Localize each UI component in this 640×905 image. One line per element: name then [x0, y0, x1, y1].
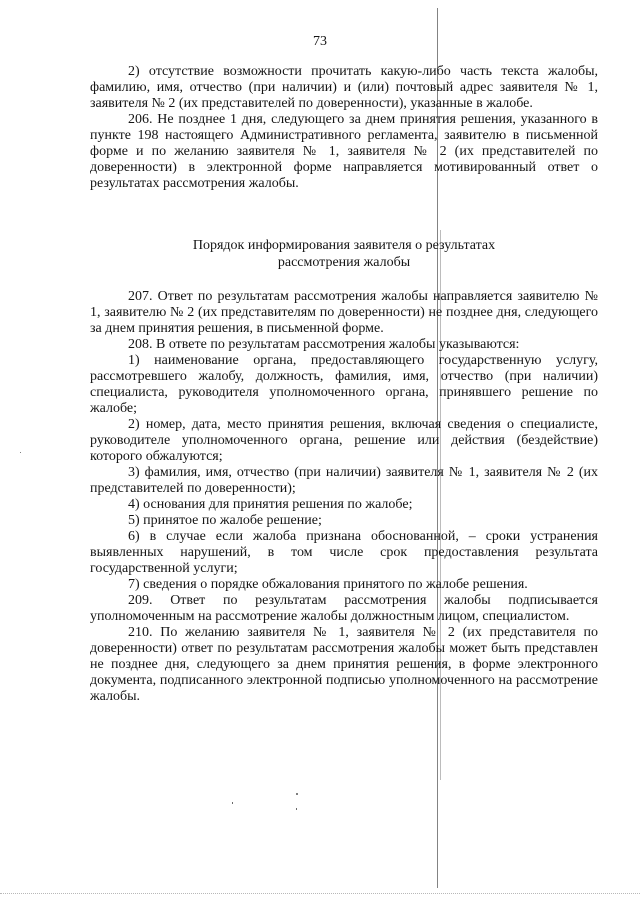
text-block-top	[90, 64, 598, 192]
scan-speck	[296, 793, 298, 795]
list-item-3: 3) фамилия, имя, отчество (при наличии) заявителя № 1, заявителя № 2 (их представителей по доверенности);	[90, 465, 598, 496]
paragraph-206: 206. Не позднее 1 дня, следующего за днем принятия решения, указанного в пункте 198 настоящего Административного регламента, заявителю в письменной форме и по желанию заявителя № 1, заявителя № 2 (их представителей по доверенности) в электронной форме направляется мотивированный ответ о результатах рассмотрения жалобы.	[90, 112, 598, 191]
scan-speck	[296, 808, 297, 810]
section-heading	[90, 237, 598, 271]
text-block-bottom	[90, 289, 598, 705]
paragraph-210: 210. По желанию заявителя № 1, заявителя № 2 (их представителя по доверенности) ответ по результатам рассмотрения жалобы может быть представлен не позднее дня, следующего за днем принятия решения, в форме электронного документа, подписанного электронной подписью уполномоченного на рассмотрение жалобы.	[90, 625, 598, 704]
list-item-4: 4) основания для принятия решения по жалобе;	[128, 497, 413, 512]
list-item-1: 1) наименование органа, предоставляющего государственную услугу, рассмотревшего жалобу, должность, фамилия, имя, отчество (при наличии) специалиста, руководителя уполномоченного органа, принявшего решение по жалобе;	[90, 353, 598, 416]
list-item-5: 5) принятое по жалобе решение;	[128, 513, 322, 528]
paragraph-208: 208. В ответе по результатам рассмотрения жалобы указываются:	[128, 337, 520, 352]
scan-speck	[20, 452, 21, 453]
paragraph-207: 207. Ответ по результатам рассмотрения жалобы направляется заявителю № 1, заявителю № 2 (их представителям по доверенности) не позднее дня, следующего за днем принятия решения, в письменной форме.	[90, 289, 598, 336]
list-item-7: 7) сведения о порядке обжалования принятого по жалобе решения.	[128, 577, 528, 592]
paragraph-item-2: 2) отсутствие возможности прочитать какую-либо часть текста жалобы, фамилию, имя, отчество (при наличии) и (или) почтовый адрес заявителя № 1, заявителя № 2 (их представителей по доверенности), указанные в жалобе.	[90, 64, 598, 111]
scan-bottom-edge	[0, 893, 640, 895]
list-item-2: 2) номер, дата, место принятия решения, включая сведения о специалисте, руководителе уполномоченного органа, решение или действия (бездействие) которого обжалуются;	[90, 417, 598, 464]
page-number: 73	[313, 34, 327, 49]
scan-speck	[232, 802, 233, 804]
paragraph-209: 209. Ответ по результатам рассмотрения жалобы подписывается уполномоченным на рассмотрение жалобы должностным лицом, специалистом.	[90, 593, 598, 624]
section-heading-line-2: рассмотрения жалобы	[277, 255, 411, 270]
list-item-6: 6) в случае если жалоба признана обоснованной, – сроки устранения выявленных нарушений, в том числе срок предоставления результата государственной услуги;	[90, 529, 598, 576]
section-heading-line-1: Порядок информирования заявителя о результатах	[192, 238, 496, 253]
